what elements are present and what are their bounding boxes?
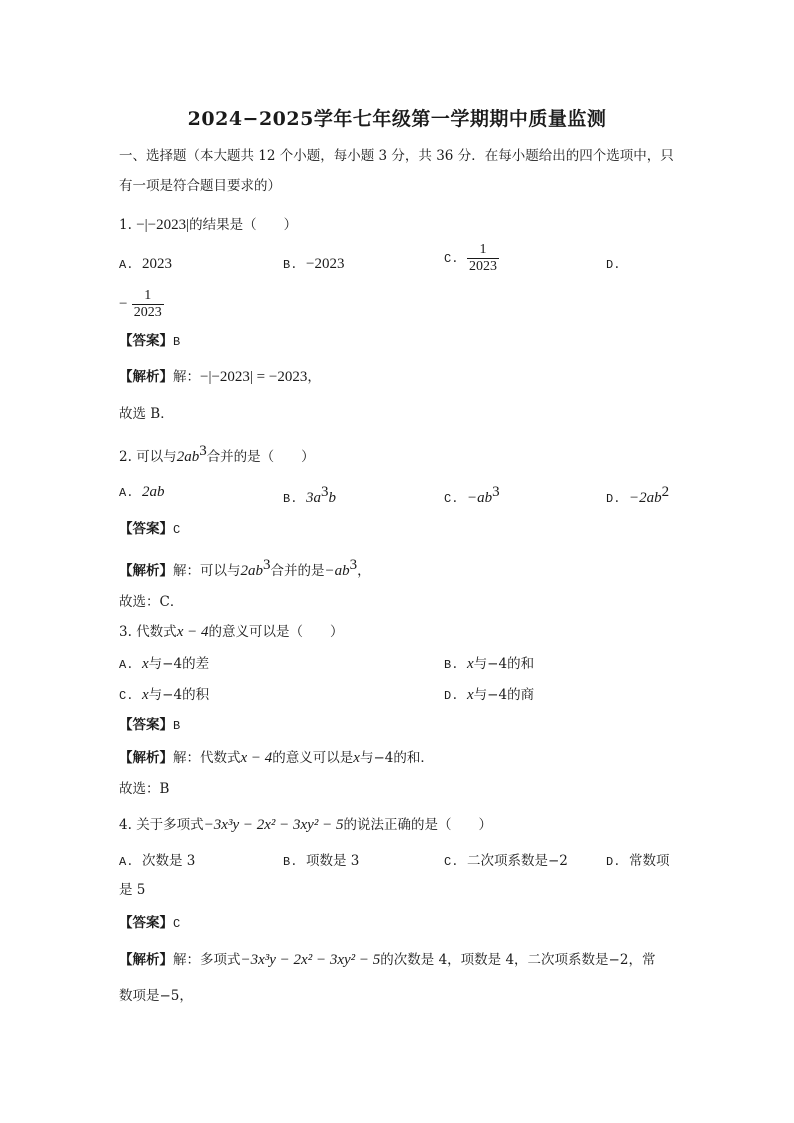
math-expression: 2ab	[176, 449, 200, 465]
q3-analysis	[119, 748, 434, 768]
math-expression: −|−2023|	[136, 217, 190, 233]
q3-option-a	[119, 654, 209, 675]
q2-conclusion: 故选：C．	[119, 594, 184, 610]
answer-tag: 【答案】	[119, 521, 173, 537]
option-label: C.	[444, 855, 459, 869]
option-value: −ab	[467, 490, 493, 506]
q4-option-c	[444, 851, 568, 872]
fraction-numerator: 1	[479, 242, 487, 257]
math-expression: x − 4	[176, 624, 209, 640]
analysis-text: 解：	[173, 369, 200, 385]
variable: x	[467, 656, 474, 672]
exponent: 3	[263, 557, 271, 573]
q3-option-b	[444, 654, 534, 675]
answer-value: B	[173, 719, 181, 733]
q1-option-b	[283, 254, 344, 275]
option-label: B.	[283, 492, 298, 506]
fraction-numerator: 1	[144, 288, 152, 303]
answer-value: C	[173, 917, 181, 931]
q4-analysis-line2: 数项是−5，	[119, 988, 193, 1004]
option-label: C.	[444, 252, 459, 266]
q2-option-c	[444, 482, 500, 509]
section-heading-line2: 有一项是符合题目要求的）	[119, 178, 281, 194]
question-number: 1.	[119, 217, 132, 233]
option-value: −2ab	[629, 490, 662, 506]
question-text: 的结果是（ ）	[189, 217, 298, 233]
q1-answer	[119, 331, 180, 352]
q1-option-d	[606, 254, 620, 275]
analysis-tag: 【解析】	[119, 563, 173, 579]
question-4-stem	[119, 815, 492, 835]
variable: x	[142, 656, 149, 672]
q2-option-b	[283, 482, 336, 509]
variable: x	[142, 687, 149, 703]
option-label: A.	[119, 855, 134, 869]
question-text: 可以与	[136, 449, 177, 465]
math-expression: −|−2023| = −2023	[200, 369, 308, 385]
q2-analysis	[119, 555, 371, 581]
question-number: 4.	[119, 817, 132, 833]
analysis-text: 的次数是 4，项数是 4，二次项系数是−2，常	[380, 952, 656, 968]
exponent: 3	[492, 484, 500, 500]
option-value: 2023	[142, 256, 172, 272]
option-value: 常数项	[629, 853, 670, 869]
question-3-stem	[119, 622, 343, 642]
fraction-denominator: 2023	[469, 259, 497, 274]
option-value: 与−4的和	[473, 656, 535, 672]
analysis-tag: 【解析】	[119, 952, 173, 968]
option-value: 项数是 3	[306, 853, 360, 869]
option-label: B.	[283, 258, 298, 272]
exponent: 3	[199, 443, 207, 459]
q1-analysis	[119, 367, 321, 387]
analysis-text: 与−4的和．	[359, 750, 434, 766]
option-label: D.	[606, 258, 621, 272]
exponent: 3	[349, 557, 358, 573]
option-value: 3a	[306, 490, 321, 506]
q1-option-a	[119, 254, 172, 275]
answer-value: B	[173, 335, 181, 349]
option-label: A.	[119, 258, 134, 272]
exponent: 2	[661, 484, 670, 500]
option-value: b	[328, 490, 336, 506]
question-1-stem	[119, 215, 297, 235]
option-value: 与−4的差	[148, 656, 210, 672]
fraction-denominator: 2023	[133, 305, 162, 320]
option-label: D.	[606, 492, 621, 506]
math-expression: −3x³y − 2x² − 3xy² − 5	[203, 817, 344, 833]
fraction	[467, 242, 499, 275]
option-value: 与−4的商	[473, 687, 535, 703]
fraction	[132, 288, 164, 321]
option-value: 次数是 3	[142, 853, 196, 869]
q1-conclusion: 故选 B．	[119, 406, 174, 422]
math-expression: x − 4	[240, 750, 273, 766]
question-text: 的意义可以是（ ）	[208, 624, 344, 640]
option-value: 二次项系数是−2	[467, 853, 568, 869]
analysis-text: ，	[307, 369, 321, 385]
analysis-tag: 【解析】	[119, 369, 173, 385]
option-label: D.	[444, 689, 459, 703]
math-expression: 2ab	[240, 563, 263, 579]
question-number: 2.	[119, 449, 132, 465]
q3-answer	[119, 715, 180, 736]
option-label: A.	[119, 658, 134, 672]
math-expression: −ab	[324, 563, 350, 579]
exponent: 3	[321, 484, 329, 500]
analysis-text: 解：多项式	[173, 952, 241, 968]
variable: x	[353, 750, 360, 766]
option-value: −2023	[306, 256, 345, 272]
option-value: 2ab	[142, 484, 165, 500]
q4-answer	[119, 913, 180, 934]
question-2-stem	[119, 441, 315, 467]
page-title: 2024−2025学年七年级第一学期期中质量监测	[187, 108, 607, 130]
answer-tag: 【答案】	[119, 333, 173, 349]
question-text: 合并的是（ ）	[206, 449, 315, 465]
option-value: 与−4的积	[148, 687, 210, 703]
q4-option-b	[283, 851, 359, 872]
q2-answer	[119, 519, 180, 540]
question-number: 3.	[119, 624, 132, 640]
q3-option-c	[119, 685, 209, 706]
q4-analysis	[119, 950, 655, 970]
answer-tag: 【答案】	[119, 915, 173, 931]
analysis-tag: 【解析】	[119, 750, 173, 766]
analysis-text: 解：可以与	[173, 563, 241, 579]
option-label: D.	[606, 855, 621, 869]
q4-option-d	[606, 851, 670, 872]
q4-option-a	[119, 851, 195, 872]
question-text: 代数式	[136, 624, 177, 640]
option-label: B.	[444, 658, 459, 672]
analysis-text: 的意义可以是	[272, 750, 354, 766]
question-text: 关于多项式	[136, 817, 204, 833]
q2-option-d	[606, 482, 669, 509]
q1-option-c	[444, 242, 499, 275]
answer-value: C	[173, 523, 181, 537]
q2-option-a	[119, 482, 165, 503]
option-label: B.	[283, 855, 298, 869]
answer-tag: 【答案】	[119, 717, 173, 733]
section-heading-line1: 一、选择题（本大题共 12 个小题，每小题 3 分，共 36 分．在每小题给出的四个选项中，只	[119, 148, 674, 164]
q1-option-d-value	[119, 288, 164, 321]
option-label: C.	[119, 689, 134, 703]
q4-option-d-wrap: 是 5	[119, 882, 146, 898]
option-label: C.	[444, 492, 459, 506]
q3-conclusion: 故选：B	[119, 781, 170, 797]
analysis-text: 合并的是	[270, 563, 325, 579]
variable: x	[467, 687, 474, 703]
question-text: 的说法正确的是（ ）	[343, 817, 492, 833]
option-label: A.	[119, 486, 134, 500]
minus-sign: −	[119, 296, 128, 312]
analysis-text: ，	[357, 563, 371, 579]
math-expression: −3x³y − 2x² − 3xy² − 5	[240, 952, 381, 968]
analysis-text: 解：代数式	[173, 750, 241, 766]
q3-option-d	[444, 685, 534, 706]
